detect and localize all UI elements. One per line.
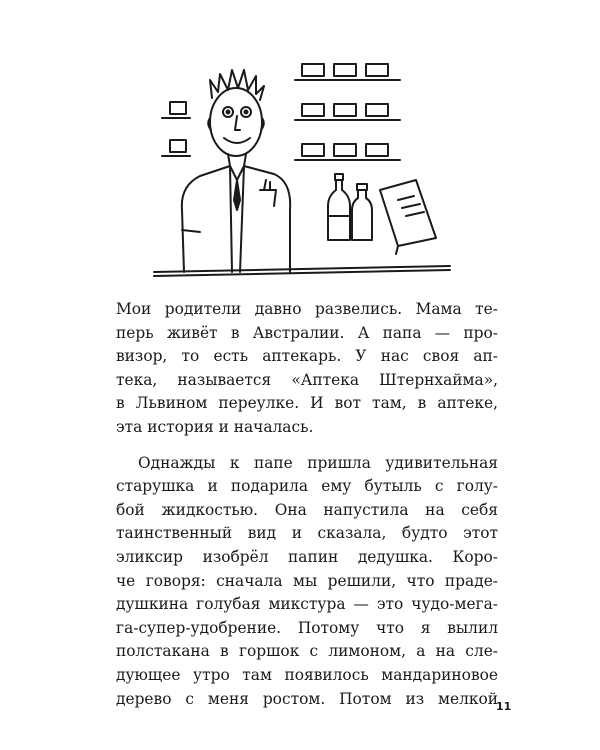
paragraph [116,298,498,440]
body-text [116,298,498,711]
coat-icon [182,166,290,272]
text-line: Мои родители давно развелись. Мама те- [116,300,498,318]
text-line: дующее утро там появилось мандариновое [116,665,498,684]
text-line: Однажды к папе пришла удивительная [138,453,498,472]
text-line: эта история и началась. [116,417,314,436]
bottle-icon [328,174,372,240]
text-line: бой жидкостью. Она напустила на себя [116,500,498,519]
text-line: визор, то есть аптекарь. У нас своя ап- [116,347,498,366]
text-line: полстакана в горшок с лимоном, а на сле- [116,642,498,661]
counter-icon [154,266,450,276]
text-line: душкина голубая микстура — это чудо-мега- [116,595,498,614]
paragraph [116,452,498,712]
text-line: дерево с меня ростом. Потом из мелкой [116,689,498,708]
pharmacist-illustration [140,40,460,290]
shelf-icon [162,64,400,160]
text-line: тека, называется «Аптека Штернхайма», [116,370,498,389]
text-line: га-супер-удобрение. Потому что я вылил [116,618,498,637]
page-number: 11 [496,700,512,713]
text-line: таинственный вид и сказала, будто этот [116,524,498,543]
text-line: эликсир изобрёл папин дедушка. Коро- [116,547,498,566]
face-icon [208,70,264,166]
sign-icon [380,180,436,254]
text-line: перь живёт в Австралии. А папа — про- [116,323,498,342]
text-line: в Львином переулке. И вот там, в аптеке, [116,394,498,413]
text-line: че говоря: сначала мы решили, что праде- [116,571,498,590]
text-line: старушка и подарила ему бутыль с голу- [116,477,498,496]
